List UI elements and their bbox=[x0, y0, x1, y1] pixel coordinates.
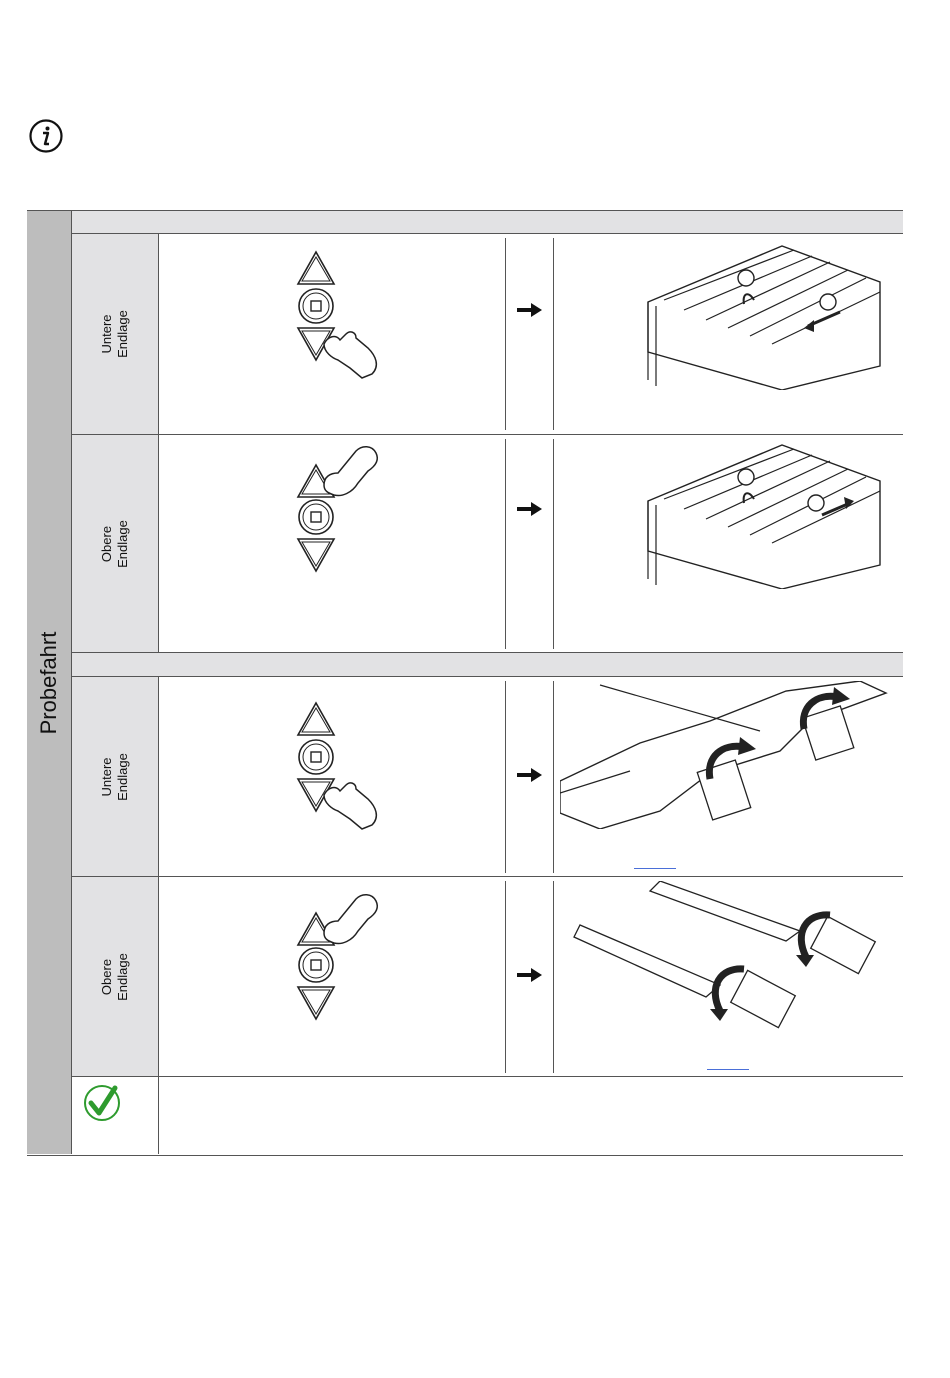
check-mark-icon bbox=[82, 1083, 122, 1123]
remote-down-pressed bbox=[294, 699, 384, 833]
row-label-line1: Untere bbox=[99, 756, 114, 797]
arrow-right-icon bbox=[515, 965, 543, 985]
page-link-underline[interactable] bbox=[634, 868, 676, 869]
remote-down-pressed bbox=[294, 248, 384, 382]
sidebar-label: Probefahrt bbox=[36, 631, 61, 734]
result-row bbox=[72, 1077, 903, 1154]
illustration-roller-upper bbox=[560, 881, 890, 1029]
remote-up-pressed bbox=[294, 443, 384, 577]
info-icon bbox=[28, 118, 64, 154]
row-label-cell bbox=[72, 877, 159, 1076]
page-link-underline[interactable] bbox=[707, 1069, 749, 1070]
row-label-line1: Obere bbox=[99, 958, 114, 995]
row-label-line2: Endlage bbox=[115, 752, 130, 801]
table-row bbox=[72, 877, 903, 1077]
section-bar-2 bbox=[72, 653, 903, 677]
check-cell bbox=[72, 1077, 159, 1154]
section-bar-1 bbox=[72, 211, 903, 234]
table-row bbox=[72, 677, 903, 877]
illustration-frame-lower bbox=[644, 242, 884, 390]
row-label-line2: Endlage bbox=[115, 952, 130, 1001]
row-label-line1: Obere bbox=[99, 525, 114, 562]
table-row bbox=[72, 234, 903, 435]
row-label-cell bbox=[72, 677, 159, 876]
illustration-roller-lower bbox=[560, 681, 900, 829]
row-label-line2: Endlage bbox=[115, 519, 130, 568]
sidebar-probefahrt bbox=[27, 211, 72, 1154]
table-row bbox=[72, 435, 903, 653]
row-label-cell bbox=[72, 435, 159, 652]
row-label-cell bbox=[72, 234, 159, 434]
arrow-right-icon bbox=[515, 499, 543, 519]
remote-up-pressed bbox=[294, 891, 384, 1025]
illustration-frame-upper bbox=[644, 441, 884, 589]
arrow-right-icon bbox=[515, 300, 543, 320]
row-label-line2: Endlage bbox=[115, 310, 130, 358]
row-label-line1: Untere bbox=[99, 314, 114, 354]
arrow-right-icon bbox=[515, 765, 543, 785]
